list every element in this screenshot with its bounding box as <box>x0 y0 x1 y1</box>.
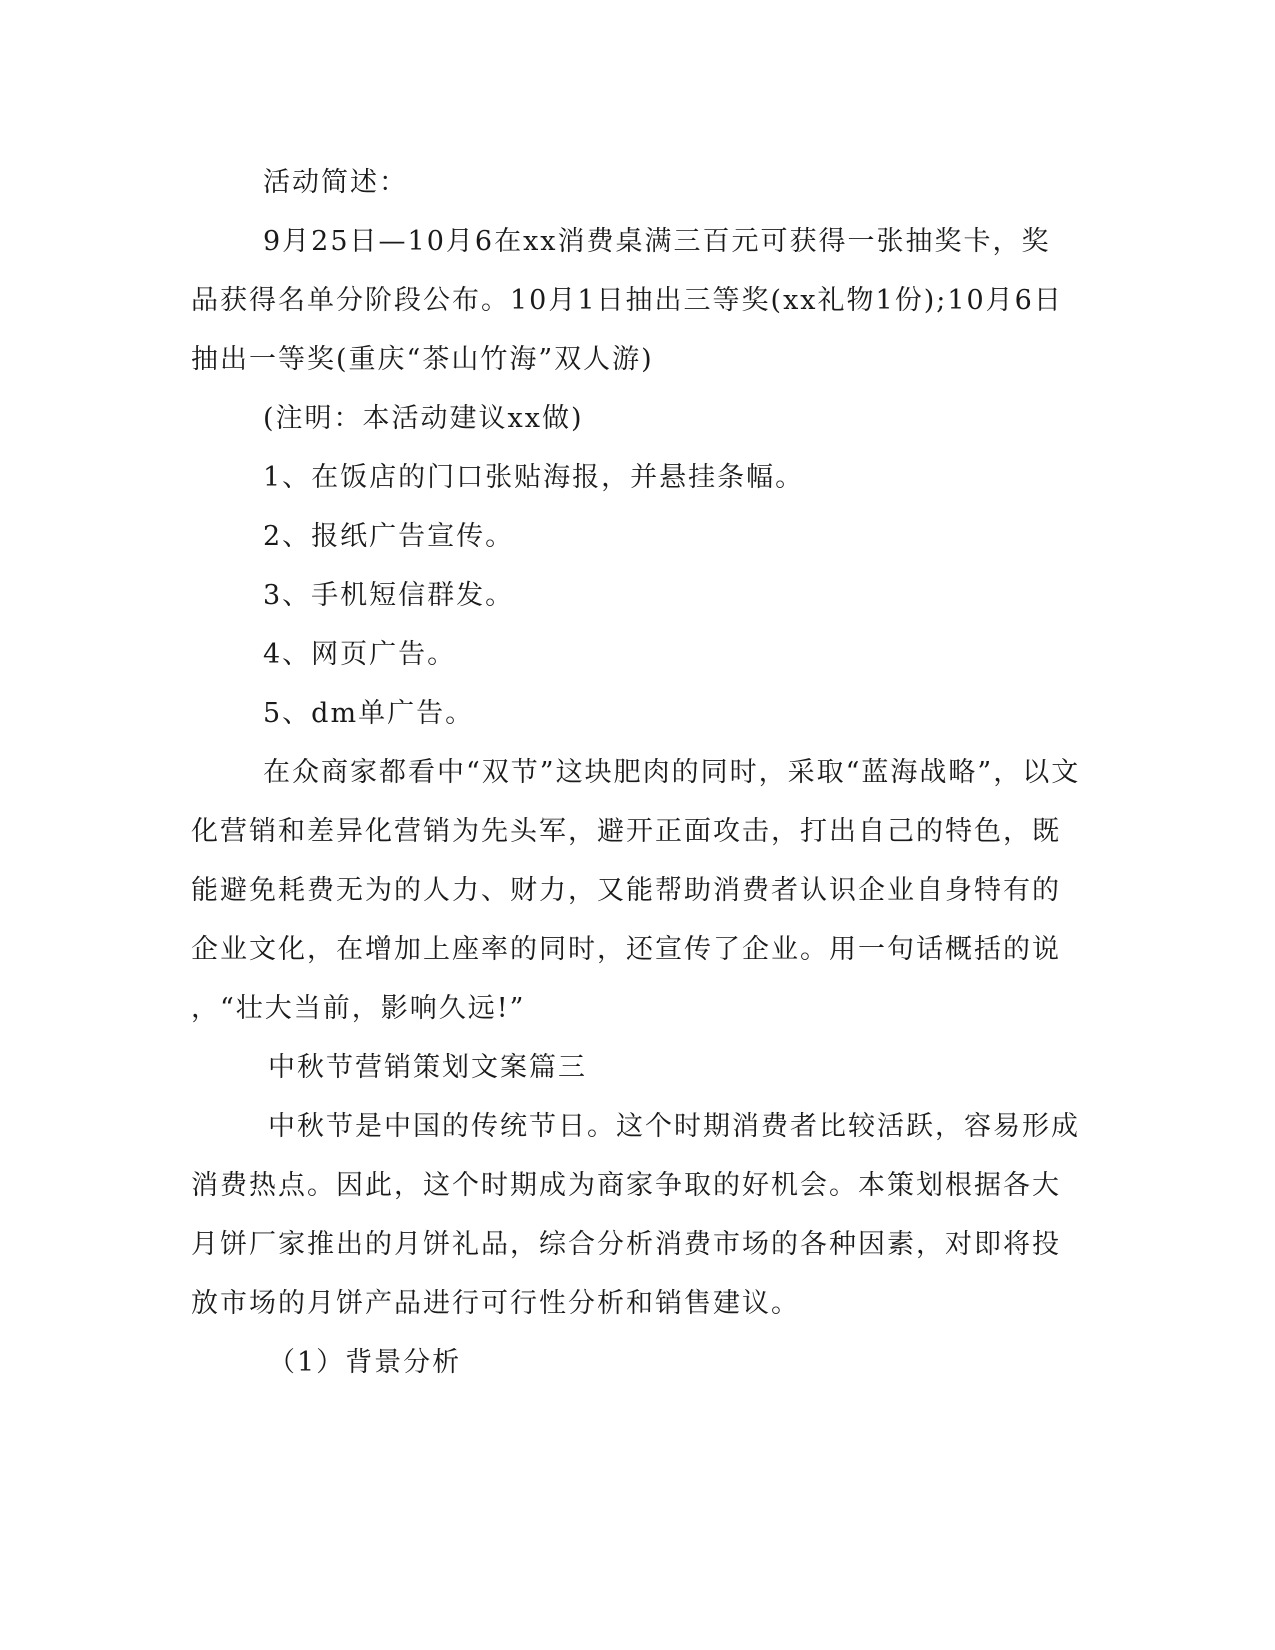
subsection-heading: （1）背景分析 <box>268 1347 462 1378</box>
paragraph-line: 中秋节是中国的传统节日。这个时期消费者比较活跃，容易形成 <box>268 1111 1080 1142</box>
paragraph-line: 消费热点。因此，这个时期成为商家争取的好机会。本策划根据各大 <box>191 1170 1061 1201</box>
paragraph-line: 品获得名单分阶段公布。10月1日抽出三等奖(xx礼物1份);10月6日 <box>191 285 1063 316</box>
paragraph-line: ，“壮大当前，影响久远!” <box>191 993 526 1024</box>
paragraph-line: 能避免耗费无为的人力、财力，又能帮助消费者认识企业自身特有的 <box>191 875 1061 906</box>
list-item: 5、dm单广告。 <box>263 698 475 729</box>
list-item: 2、报纸广告宣传。 <box>263 521 515 552</box>
paragraph-line: 9月25日—10月6在xx消费桌满三百元可获得一张抽奖卡，奖 <box>263 226 1051 257</box>
section-heading: 中秋节营销策划文案篇三 <box>268 1052 587 1083</box>
note-line: (注明：本活动建议xx做) <box>263 403 584 434</box>
paragraph-line: 放市场的月饼产品进行可行性分析和销售建议。 <box>191 1288 800 1319</box>
section-label-activity-summary: 活动简述： <box>263 167 408 198</box>
paragraph-line: 化营销和差异化营销为先头军，避开正面攻击，打出自己的特色，既 <box>191 816 1061 847</box>
paragraph-line: 在众商家都看中“双节”这块肥肉的同时，采取“蓝海战略”，以文 <box>263 757 1081 788</box>
list-item: 1、在饭店的门口张贴海报，并悬挂条幅。 <box>263 462 805 493</box>
list-item: 4、网页广告。 <box>263 639 457 670</box>
paragraph-line: 抽出一等奖(重庆“茶山竹海”双人游) <box>191 344 654 375</box>
paragraph-line: 企业文化，在增加上座率的同时，还宣传了企业。用一句话概括的说 <box>191 934 1061 965</box>
list-item: 3、手机短信群发。 <box>263 580 515 611</box>
paragraph-line: 月饼厂家推出的月饼礼品，综合分析消费市场的各种因素，对即将投 <box>191 1229 1061 1260</box>
